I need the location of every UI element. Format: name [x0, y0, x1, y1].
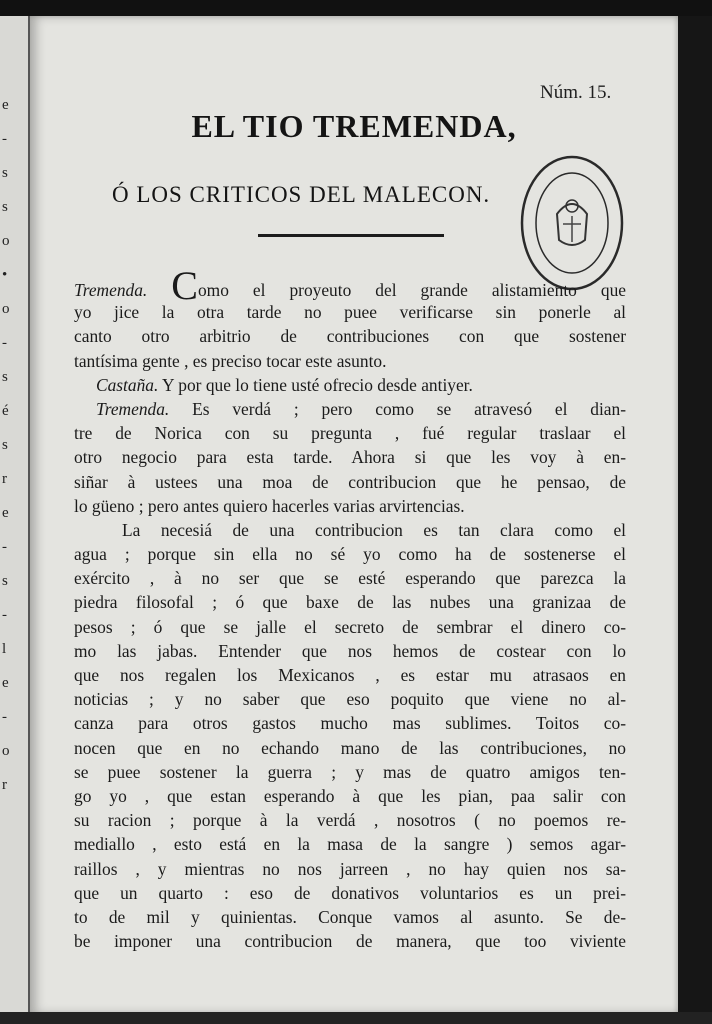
- line-text: piedra filosofal ; ó que baxe de las nubes una granizaa de: [74, 592, 626, 613]
- text-line: [74, 445, 626, 469]
- text-line: [74, 832, 626, 856]
- line-text: omo el proyeuto del grande alistamiento que: [197, 280, 626, 300]
- issue-number: Núm. 15.: [540, 82, 612, 103]
- adjacent-page-char: r: [2, 777, 7, 793]
- text-line: [74, 566, 626, 590]
- line-text: nocen que en no echando mano de las contribuciones, no: [74, 737, 626, 758]
- line-text: raillos , y mientras no nos jarreen , no hay quien nos sa-: [74, 858, 626, 879]
- line-text: otro negocio para esta tarde. Ahora si que les voy à en-: [74, 447, 626, 468]
- adjacent-page-char: s: [2, 165, 8, 181]
- text-line: [74, 663, 626, 687]
- speaker-name: Tremenda.: [96, 398, 170, 419]
- text-line: [74, 300, 626, 324]
- text-line: [74, 590, 626, 614]
- speaker-name: Castaña.: [96, 374, 159, 395]
- text-line: [74, 615, 626, 639]
- adjacent-page-char: -: [2, 709, 7, 725]
- page-subtitle: Ó LOS CRITICOS DEL MALECON.: [112, 182, 491, 207]
- text-line: [74, 324, 626, 348]
- line-text: to de mil y quinientas. Conque vamos al asunto. Se de-: [74, 906, 626, 927]
- line-text: go yo , que estan esperando à que les pian, paa salir con: [74, 785, 626, 806]
- line-text: noticias ; y no saber que eso poquito que viene no al-: [74, 689, 626, 710]
- adjacent-page-char: s: [2, 199, 8, 215]
- adjacent-page-char: e: [2, 505, 9, 521]
- text-line: [74, 711, 626, 735]
- line-text: exército , à no ser que se esté esperando que parezca la: [74, 568, 626, 589]
- text-line: [74, 639, 626, 663]
- text-line: [74, 760, 626, 784]
- line-text: be imponer una contribucion de manera, que too viviente: [74, 931, 626, 952]
- text-line: [74, 542, 626, 566]
- line-text: Y por que lo tiene usté ofrecio desde antiyer.: [162, 374, 473, 395]
- library-stamp-icon: [519, 154, 625, 292]
- adjacent-page-char: r: [2, 471, 7, 487]
- line-text: La necesiá de una contribucion es tan clara como el: [122, 519, 626, 540]
- line-text: canza para otros gastos mucho mas sublimes. Toitos co-: [74, 713, 626, 734]
- adjacent-page-char: •: [2, 267, 8, 283]
- line-text: mediallo , esto está en la masa de la sangre ) semos agar-: [74, 834, 626, 855]
- text-line: [74, 687, 626, 711]
- line-text: tre de Norica con su pregunta , fué regular traslaar el: [74, 423, 626, 444]
- line-text: tantísima gente , es preciso tocar este asunto.: [74, 350, 387, 371]
- line-text: yo jice la otra tarde no puee verificarse sin ponerle al: [74, 302, 626, 323]
- article-body: [74, 263, 626, 953]
- text-line: [74, 736, 626, 760]
- text-line: [74, 470, 626, 494]
- adjacent-page-char: s: [2, 573, 8, 589]
- bottom-scan-border: [0, 1012, 712, 1024]
- page-title: EL TIO TREMENDA,: [191, 108, 517, 144]
- title-divider: [258, 234, 444, 237]
- line-text: siñar à ustees una moa de contribucion que he pensao, de: [74, 471, 626, 492]
- line-text: agua ; porque sin ella no sé yo como ha de sostenerse el: [74, 544, 626, 565]
- text-line: [74, 905, 626, 929]
- adjacent-page-char: -: [2, 335, 7, 351]
- drop-cap: C: [171, 263, 198, 308]
- text-line: [74, 881, 626, 905]
- adjacent-page-char: l: [2, 641, 7, 657]
- text-line: [74, 349, 626, 373]
- text-line: [74, 929, 626, 953]
- adjacent-page-char: -: [2, 539, 7, 555]
- text-line: [74, 373, 626, 397]
- adjacent-page-char: o: [2, 743, 10, 759]
- line-text: se puee sostener la guerra ; y mas de quatro amigos ten-: [74, 761, 626, 782]
- adjacent-page-char: -: [2, 607, 7, 623]
- text-line: [74, 397, 626, 421]
- adjacent-page-char: -: [2, 131, 7, 147]
- line-text: canto otro arbitrio de contribuciones con que sostener: [74, 326, 626, 347]
- text-line: [74, 784, 626, 808]
- text-line: [74, 494, 626, 518]
- adjacent-page-edge: [0, 16, 30, 1014]
- adjacent-page-char: o: [2, 233, 10, 249]
- line-text: que nos regalen los Mexicanos , es estar mu atrasaos en: [74, 665, 626, 685]
- adjacent-page-char: é: [2, 403, 9, 419]
- document-page: [30, 16, 678, 1014]
- line-text: lo güeno ; pero antes quiero hacerles varias arvirtencias.: [74, 495, 465, 516]
- adjacent-page-char: s: [2, 369, 8, 385]
- line-text: mo las jabas. Entender que nos hemos de costear con lo: [74, 640, 626, 661]
- line-text: pesos ; ó que se jalle el secreto de sembrar el dinero co-: [74, 616, 626, 637]
- adjacent-page-char: s: [2, 437, 8, 453]
- line-text: Es verdá ; pero como se atravesó el dian-: [192, 398, 626, 419]
- adjacent-page-char: o: [2, 301, 10, 317]
- line-text: su racion ; porque à la verdá , nosotros ( no poemos re-: [74, 810, 626, 831]
- adjacent-page-char: e: [2, 675, 9, 691]
- text-line: [74, 421, 626, 445]
- adjacent-page-char: e: [2, 97, 9, 113]
- text-line: [74, 518, 626, 542]
- text-line: [74, 808, 626, 832]
- speaker-name: Tremenda.: [74, 280, 148, 300]
- text-line: [74, 263, 626, 308]
- text-line: [74, 857, 626, 881]
- line-text: que un quarto : eso de donativos voluntarios es un prei-: [74, 882, 626, 903]
- right-scan-border: [678, 16, 712, 1024]
